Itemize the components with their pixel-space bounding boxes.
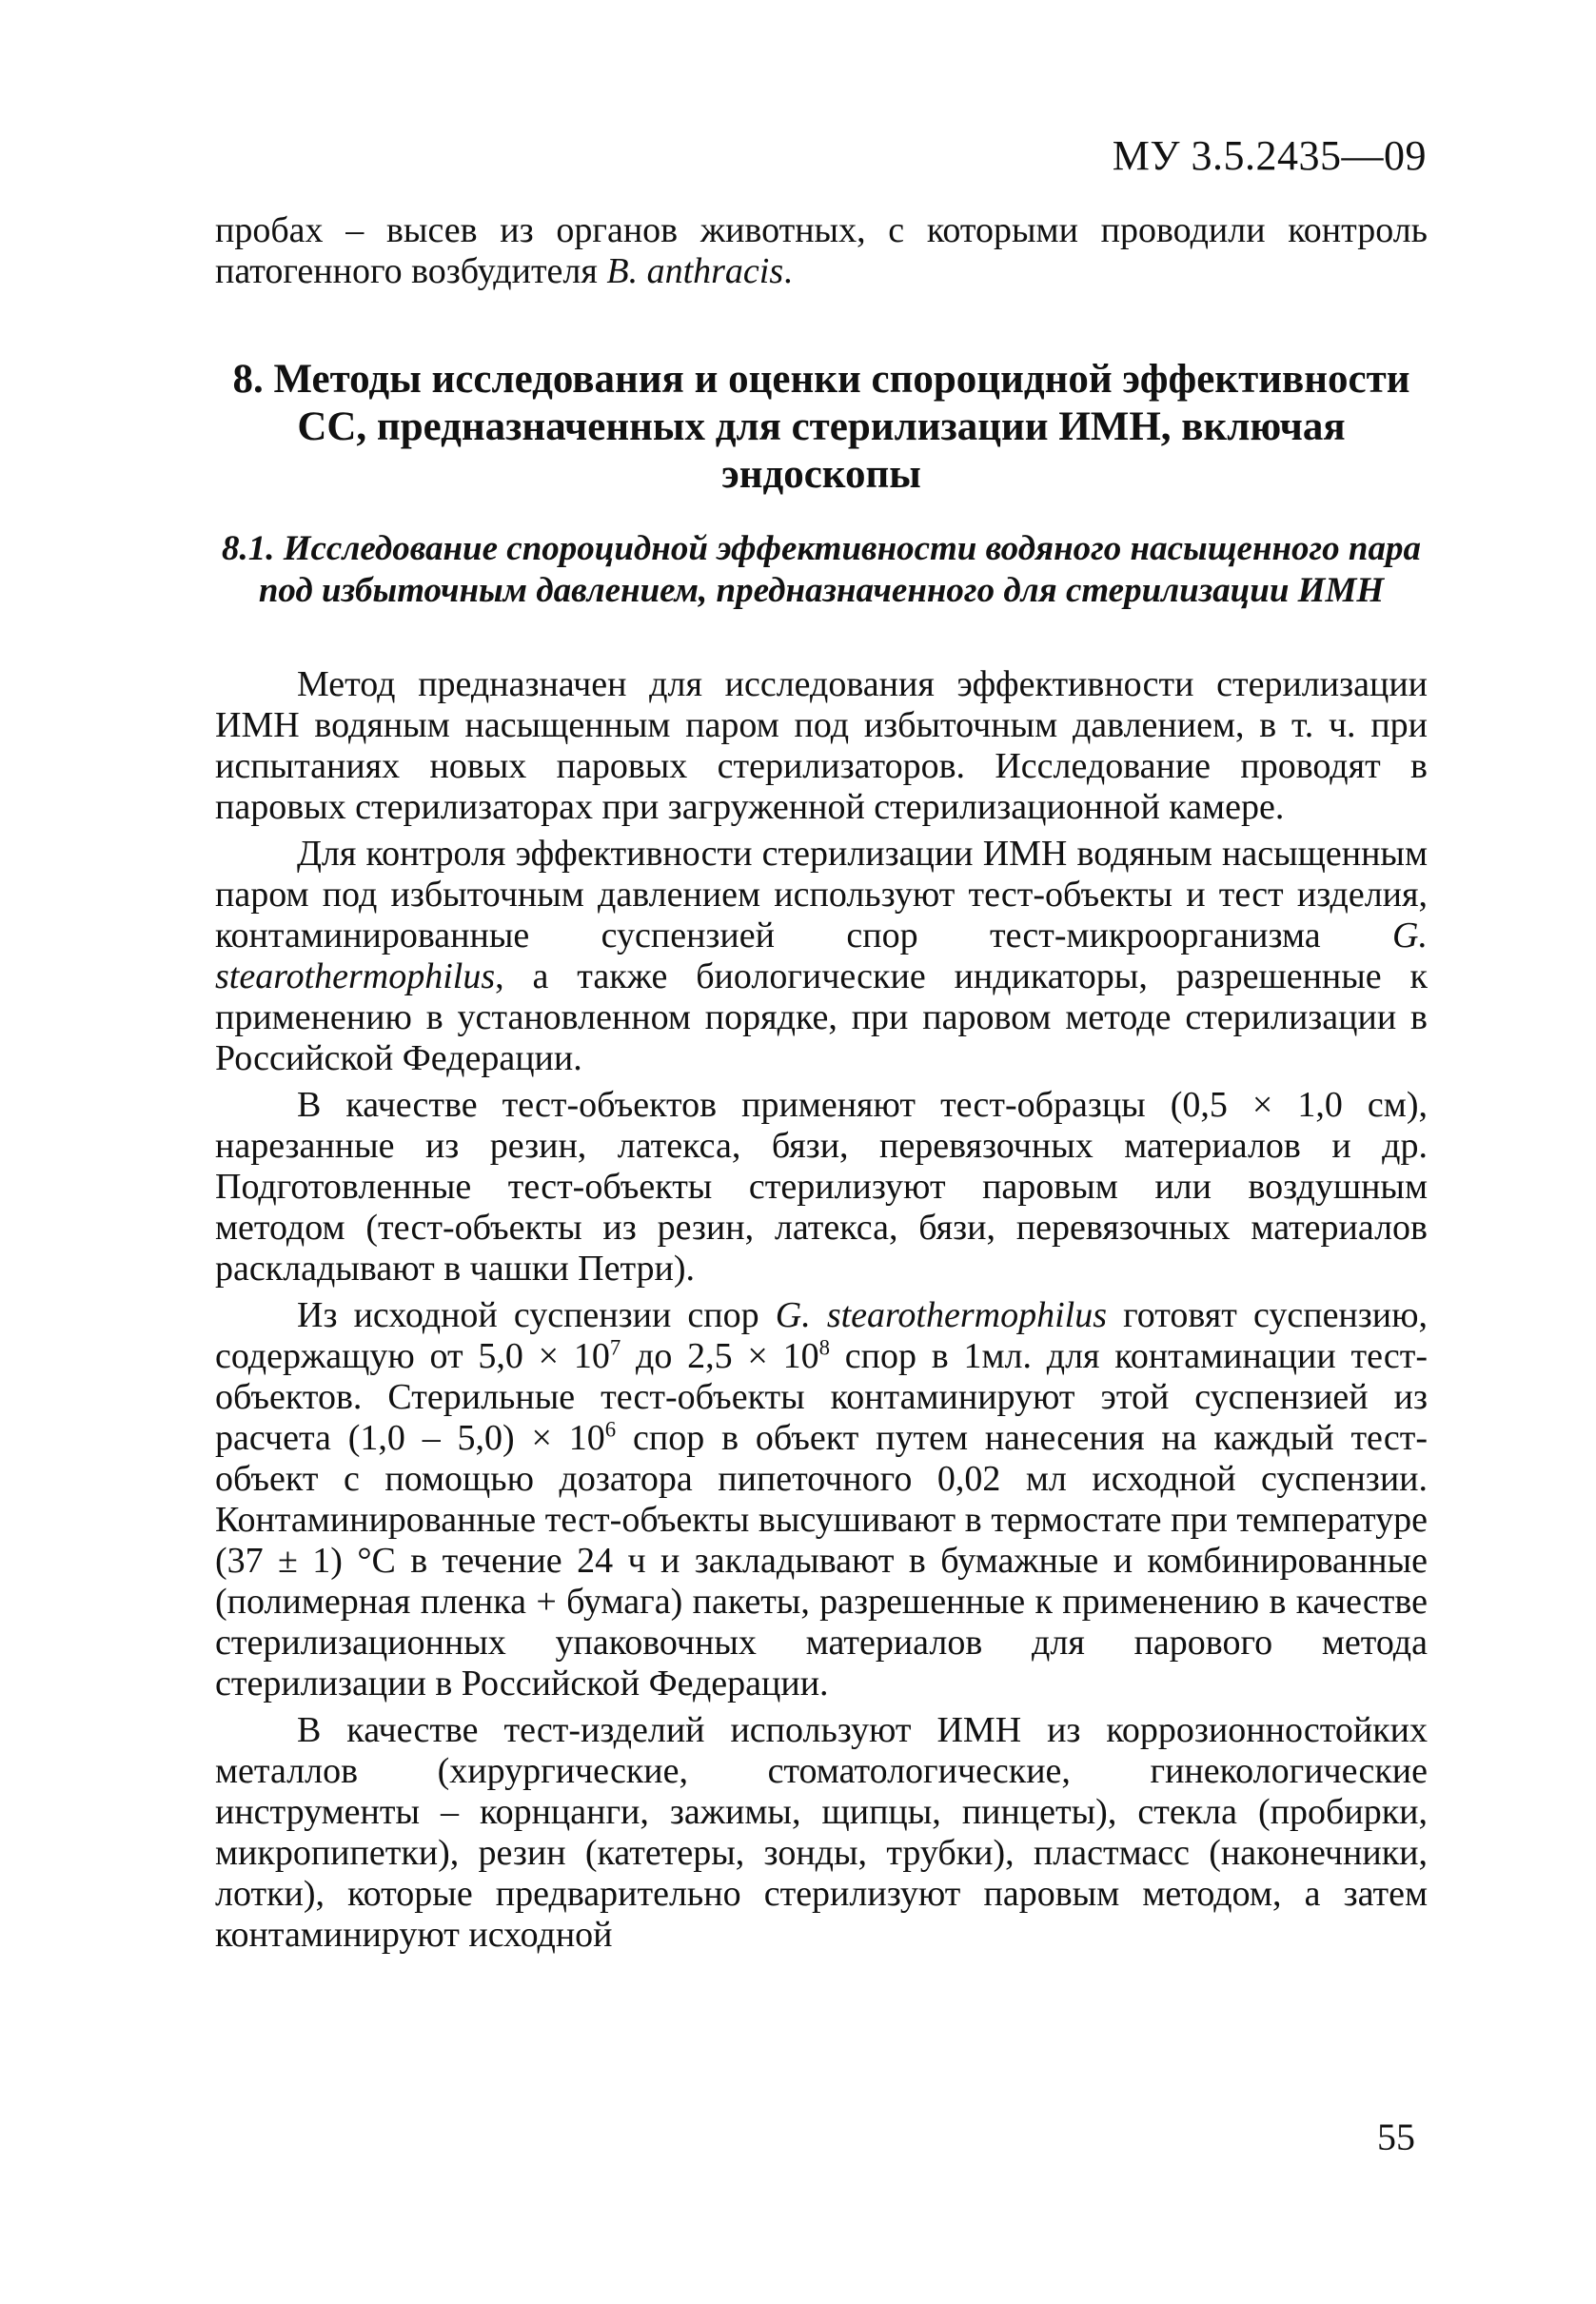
paragraph-1: Метод предназначен для исследования эффективности стерилизации ИМН водяным насыщенным паром под избыточным давлением, в т. ч. при испытаниях новых паровых стерилизаторов. Исследование проводят в паровых стерилизаторах при загруженной стерилизационной камере.	[215, 664, 1428, 827]
paragraph-4-text-b: готовят суспензию, содержащую от 5,0 × 10	[215, 1295, 1429, 1376]
paragraph-2-text-a: Для контроля эффективности стерилизации ИМН водяным насыщенным паром под избыточным давлением используют тест-объекты и тест изделия, контаминированные суспензией спор тест-микроорганизма	[215, 834, 1428, 955]
paragraph-2-organism: G. stearothermophilus	[215, 916, 1428, 996]
section-title: 8. Методы исследования и оценки спороцидной эффективности СС, предназначенных для стерилизации ИМН, включая эндоскопы	[232, 357, 1410, 497]
paragraph-2-text-b: , а также биологические индикаторы, разрешенные к применению в установленном порядке, при паровом методе стерилизации в Российской Федерации.	[215, 956, 1428, 1078]
paragraph-4-exponent-1: 7	[609, 1335, 621, 1360]
paragraph-4-text-c: до 2,5 × 10	[621, 1336, 819, 1376]
paragraph-4-text-e: спор в объект путем нанесения на каждый тест-объект с помощью дозатора пипеточного 0,02 мл исходной суспензии. Контаминированные тест-объекты высушивают в термостате при температуре (37 ± 1) °С в течение 24 ч и закладывают в бумажные и комбинированные (полимерная пленка + бумага) пакеты, разрешенные к применению в качестве стерилизационных упаковочных материалов для парового метода стерилизации в Российской Федерации.	[215, 1418, 1429, 1703]
intro-paragraph	[215, 210, 1428, 292]
paragraph-3: В качестве тест-объектов применяют тест-образцы (0,5 × 1,0 см), нарезанные из резин, латекса, бязи, перевязочных материалов и др. Подготовленные тест-объекты стерилизуют паровым или воздушным методом (тест-объекты из резин, латекса, бязи, перевязочных материалов раскладывают в чашки Петри).	[215, 1085, 1428, 1289]
page-number: 55	[1377, 2116, 1415, 2158]
paragraph-4-organism: G. stearothermophilus	[775, 1295, 1107, 1335]
paragraph-5: В качестве тест-изделий используют ИМН из коррозионностойких металлов (хирургические, стоматологические, гинекологические инструменты – корнцанги, зажимы, щипцы, пинцеты), стекла (пробирки, микропипетки), резин (катетеры, зонды, трубки), пластмасс (наконечники, лотки), которые предварительно стерилизуют паровым методом, а затем контаминируют исходной	[215, 1710, 1428, 1955]
paragraph-4-exponent-2: 8	[818, 1335, 831, 1360]
paragraph-4-text-a: Из исходной суспензии спор	[297, 1295, 776, 1335]
paragraph-2	[215, 834, 1428, 1079]
paragraph-4-text-d: спор в 1мл. для контаминации тест-объектов. Стерильные тест-объекты контаминируют этой суспензией из расчета (1,0 – 5,0) × 10	[215, 1336, 1429, 1458]
intro-text-after: .	[783, 251, 793, 291]
intro-organism: B. anthracis	[606, 251, 784, 291]
body-paragraphs	[215, 664, 1428, 1961]
paragraph-4	[215, 1295, 1428, 1704]
intro-text-before: пробах – высев из органов животных, с которыми проводили контроль патогенного возбудителя	[215, 210, 1428, 291]
paragraph-4-exponent-3: 6	[604, 1417, 617, 1442]
document-code: МУ 3.5.2435—09	[1112, 132, 1427, 179]
subsection-title: 8.1. Исследование спороцидной эффективности водяного насыщенного пара под избыточным давлением, предназначенного для стерилизации ИМН	[221, 529, 1422, 610]
